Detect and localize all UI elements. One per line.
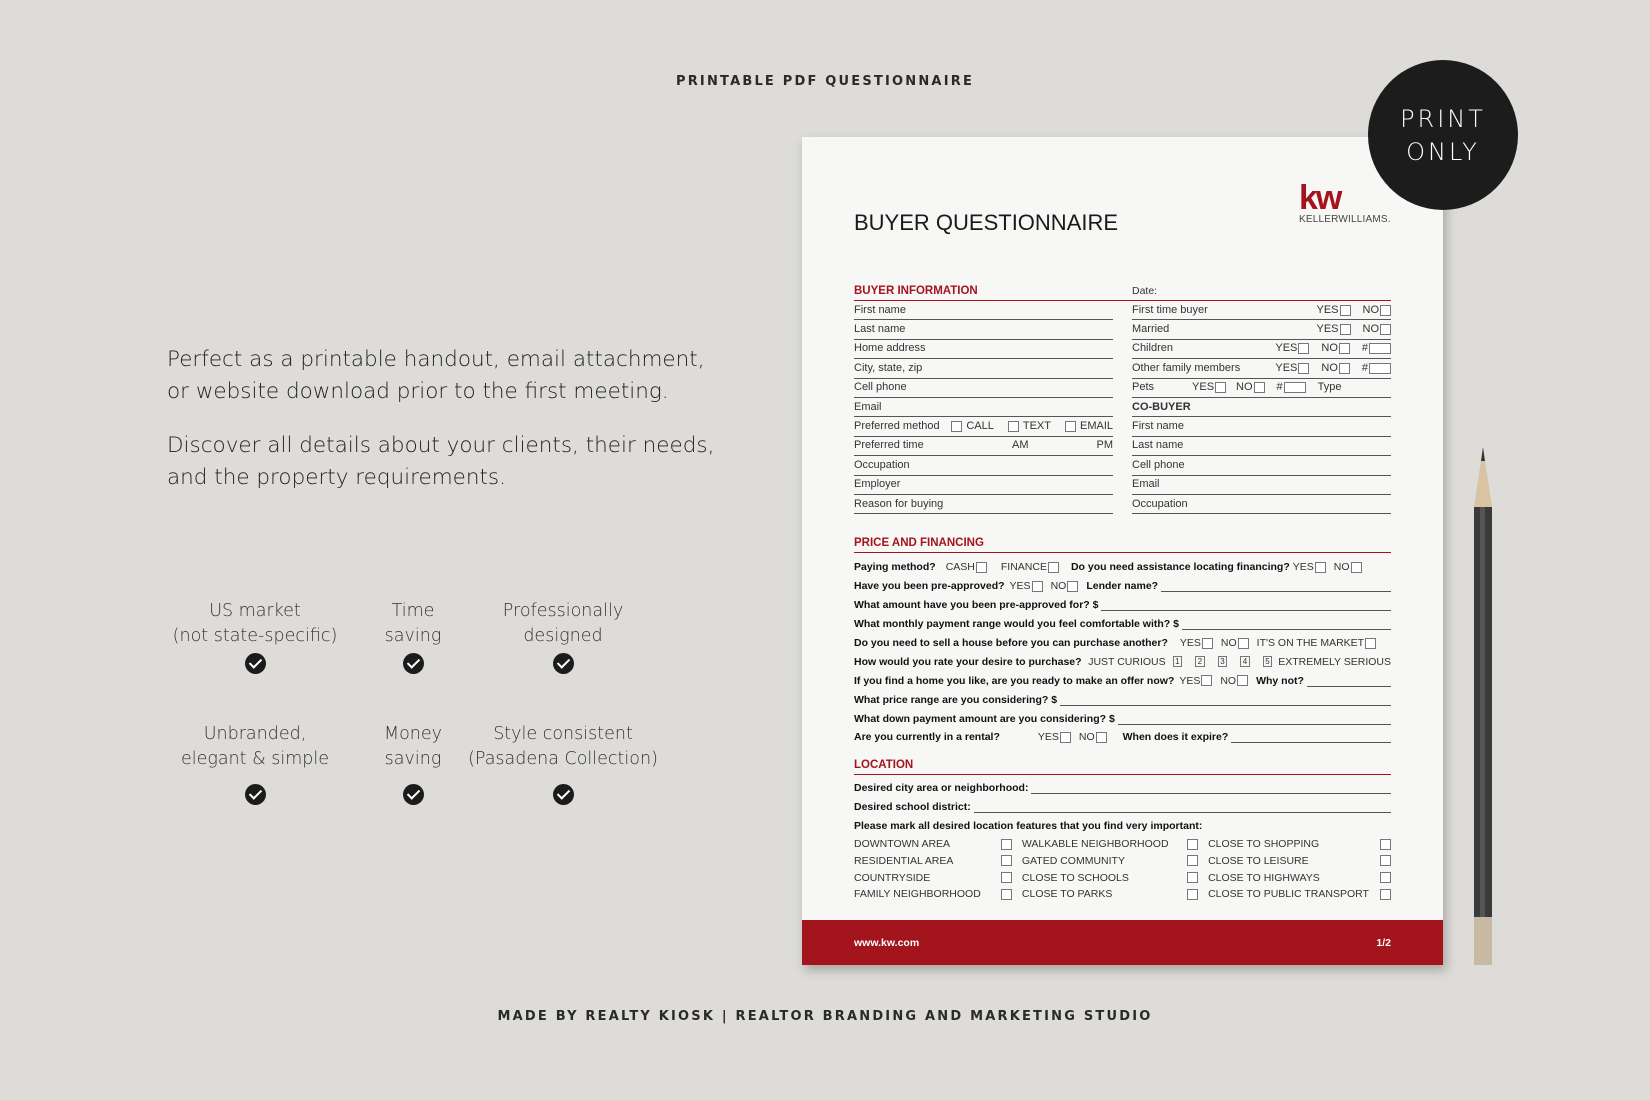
check-icon — [245, 784, 266, 805]
checkbox[interactable] — [1365, 638, 1376, 649]
location-option[interactable] — [1022, 888, 1198, 900]
question-row — [854, 779, 1391, 798]
yes-label: YES — [1275, 361, 1298, 374]
buyer-field-row — [854, 301, 1113, 320]
page-title: BUYER QUESTIONNAIRE — [854, 210, 1119, 235]
option-label: GATED COMMUNITY — [1021, 854, 1125, 867]
checkbox[interactable] — [1008, 421, 1019, 432]
yes-label: YES — [1179, 637, 1201, 649]
question-row — [854, 596, 1391, 615]
count-label: # — [1361, 361, 1368, 374]
option-label: IT'S ON THE MARKET — [1256, 637, 1365, 649]
option-label: FINANCE — [1000, 561, 1047, 574]
feature-line-2: saving — [384, 626, 442, 646]
date-label: Date: — [1132, 285, 1158, 297]
location-option[interactable] — [1208, 872, 1391, 884]
question-row — [854, 652, 1391, 671]
field-label: First time buyer — [1132, 303, 1208, 316]
cobuyer-field-row — [1132, 417, 1391, 436]
cobuyer-field-row — [1132, 476, 1391, 495]
option-label: CASH — [945, 561, 975, 574]
answer-line[interactable] — [1118, 713, 1391, 725]
checkbox[interactable] — [1340, 324, 1351, 335]
location-section — [854, 755, 1391, 903]
field-label: Last name — [1132, 439, 1184, 452]
question-text: Do you need assistance locating financing? — [1070, 561, 1290, 574]
no-label: NO — [1321, 361, 1338, 374]
badge-line: ONLY — [1406, 138, 1480, 166]
feature-line-1: Professionally — [502, 601, 624, 621]
page-number: 1/2 — [1376, 936, 1391, 949]
field-label: First name — [1132, 420, 1184, 433]
buyer-field-row — [854, 456, 1113, 475]
buyer-field-row — [1132, 301, 1391, 320]
section-heading — [854, 281, 1391, 301]
logo-name: KELLERWILLIAMS. — [1299, 214, 1391, 225]
option-label: CLOSE TO SHOPPING — [1208, 838, 1320, 851]
question-text: Desired city area or neighborhood: — [854, 782, 1029, 795]
checkbox[interactable] — [1237, 675, 1248, 686]
option-label: JUST CURIOUS — [1088, 655, 1166, 668]
field-label: Last name — [854, 323, 906, 336]
cobuyer-heading-text: CO-BUYER — [1132, 400, 1191, 413]
field-label: Occupation — [1132, 497, 1188, 510]
no-label: NO — [1050, 580, 1067, 593]
answer-line[interactable] — [1101, 599, 1391, 611]
lead-line: or website download prior to the first meeting. — [167, 379, 669, 404]
price-financing-section — [854, 533, 1391, 747]
checkbox[interactable] — [1187, 872, 1198, 883]
checkbox[interactable] — [1380, 889, 1391, 900]
buyer-right-column — [1132, 301, 1391, 514]
checkbox[interactable] — [1339, 343, 1350, 354]
yes-label: YES — [1316, 303, 1339, 316]
question-text: Please mark all desired location features that you find very important: — [854, 820, 1203, 833]
option-label: CLOSE TO PARKS — [1021, 888, 1113, 901]
yes-label: YES — [1275, 342, 1298, 355]
field-label: Married — [1132, 323, 1170, 336]
checkbox[interactable] — [1238, 638, 1249, 649]
checkbox[interactable] — [1001, 872, 1012, 883]
checkbox[interactable] — [1032, 581, 1043, 592]
feature-line-2: elegant & simple — [180, 749, 330, 769]
location-option[interactable] — [1022, 855, 1198, 867]
location-option[interactable] — [854, 872, 1012, 884]
checkbox[interactable] — [1369, 363, 1391, 374]
option-label: CALL — [966, 420, 994, 433]
feature-line-1: Style consistent — [493, 724, 633, 744]
buyer-field-row — [1132, 340, 1391, 359]
feature-row — [854, 869, 1391, 886]
checkbox[interactable] — [1001, 855, 1012, 866]
rating-option[interactable]: 5 — [1263, 656, 1273, 667]
question-row — [854, 728, 1391, 747]
question-row — [854, 577, 1391, 596]
field-label: City, state, zip — [854, 361, 923, 374]
yes-label: YES — [1192, 381, 1215, 394]
answer-line[interactable] — [1161, 580, 1391, 592]
no-label: NO — [1078, 731, 1095, 744]
field-label: Preferred time — [854, 439, 924, 452]
feature-label — [463, 599, 663, 649]
question-text: What down payment amount are you considering? $ — [854, 712, 1115, 725]
question-text: What amount have you been pre-approved for? $ — [854, 599, 1099, 612]
feature-label — [463, 722, 663, 772]
checkbox[interactable] — [1065, 421, 1076, 432]
yes-label: YES — [1316, 323, 1339, 336]
cobuyer-heading — [1132, 398, 1391, 417]
check-icon — [403, 784, 424, 805]
check-icon — [403, 653, 424, 674]
location-option[interactable] — [854, 838, 1012, 850]
option-label: CLOSE TO HIGHWAYS — [1208, 871, 1320, 884]
cobuyer-field-row — [1132, 495, 1391, 514]
question-text: What monthly payment range would you feel comfortable with? $ — [854, 618, 1179, 631]
option-label: TEXT — [1022, 420, 1051, 433]
footer-caption: MADE BY REALTY KIOSK | REALTOR BRANDING AND MARKETING STUDIO — [497, 1009, 1153, 1024]
question-text: What price range are you considering? $ — [854, 693, 1058, 706]
checkbox[interactable] — [1380, 305, 1391, 316]
question-text: Do you need to sell a house before you can purchase another? — [854, 637, 1168, 649]
no-label: NO — [1220, 637, 1237, 649]
field-label: Employer — [854, 478, 901, 491]
check-icon — [553, 784, 574, 805]
field-label: Cell phone — [854, 381, 907, 394]
field-label: Email — [1132, 478, 1160, 491]
option-label: CLOSE TO PUBLIC TRANSPORT — [1208, 888, 1369, 901]
checkbox[interactable] — [1202, 638, 1213, 649]
checkbox[interactable] — [1187, 839, 1198, 850]
feature-row — [854, 886, 1391, 903]
lead-paragraph-1 — [167, 344, 727, 408]
option-label: AM — [1012, 439, 1029, 452]
buyer-field-row — [854, 495, 1113, 514]
feature-line-2: (Pasadena Collection) — [468, 749, 658, 769]
answer-line[interactable] — [1307, 675, 1391, 687]
question-text: Desired school district: — [854, 801, 971, 814]
answer-line[interactable] — [1182, 618, 1391, 630]
feature-line-1: Money — [383, 724, 443, 744]
checkbox[interactable] — [1351, 562, 1362, 573]
website-link[interactable]: www.kw.com — [854, 936, 920, 949]
field-label: Cell phone — [1132, 458, 1185, 471]
buyer-field-row — [854, 320, 1113, 339]
feature-line-2: designed — [523, 626, 603, 646]
feature-line-2: (not state-specific) — [172, 626, 338, 646]
no-label: NO — [1220, 674, 1237, 687]
buyer-field-row — [854, 340, 1113, 359]
buyer-field-row — [1132, 320, 1391, 339]
section-heading: PRICE AND FINANCING — [854, 533, 1391, 553]
location-option[interactable] — [1022, 872, 1198, 884]
yes-label: YES — [1179, 674, 1201, 687]
question-text: Are you currently in a rental? — [854, 731, 1000, 744]
location-option[interactable] — [1022, 838, 1198, 850]
option-label: CLOSE TO SCHOOLS — [1021, 871, 1129, 884]
print-only-badge — [1368, 60, 1518, 210]
cobuyer-field-row — [1132, 456, 1391, 475]
buyer-information-section — [854, 281, 1391, 514]
checkbox[interactable] — [1096, 732, 1107, 743]
checkbox[interactable] — [1380, 324, 1391, 335]
buyer-field-row — [854, 417, 1113, 436]
option-label: DOWNTOWN AREA — [854, 838, 951, 851]
checkbox[interactable] — [1339, 363, 1350, 374]
checkbox[interactable] — [1187, 855, 1198, 866]
checkbox[interactable] — [1380, 839, 1391, 850]
buyer-field-row — [854, 359, 1113, 378]
feature-line-2: saving — [384, 749, 442, 769]
checkbox[interactable] — [1187, 889, 1198, 900]
rating-option[interactable]: 1 — [1173, 656, 1183, 667]
field-label: Pets — [1132, 381, 1155, 394]
question-row — [854, 615, 1391, 634]
checkbox[interactable] — [1380, 855, 1391, 866]
feature-line-1: Unbranded, — [203, 724, 307, 744]
yes-label: YES — [1292, 561, 1314, 574]
checkbox[interactable] — [1001, 839, 1012, 850]
question-row — [854, 671, 1391, 690]
lead-paragraph-2 — [167, 430, 727, 494]
kw-logo — [1299, 179, 1399, 225]
rating-option[interactable]: 3 — [1218, 656, 1228, 667]
option-label: CLOSE TO LEISURE — [1208, 854, 1309, 867]
no-label: NO — [1362, 303, 1379, 316]
badge-line: PRINT — [1400, 105, 1486, 133]
option-label: EMAIL — [1079, 420, 1113, 433]
no-label: NO — [1333, 561, 1350, 574]
location-option[interactable] — [854, 855, 1012, 867]
question-text: Have you been pre-approved? — [854, 580, 1005, 593]
buyer-field-row — [854, 379, 1113, 398]
heading-text: BUYER INFORMATION — [854, 285, 978, 297]
count-label: # — [1361, 342, 1368, 355]
checkbox[interactable] — [1340, 305, 1351, 316]
question-text: When does it expire? — [1122, 731, 1229, 744]
question-row — [854, 634, 1391, 653]
location-option[interactable] — [1208, 888, 1391, 900]
checkbox[interactable] — [1315, 562, 1326, 573]
no-label: NO — [1321, 342, 1338, 355]
checkbox[interactable] — [1284, 382, 1306, 393]
buyer-field-row — [1132, 359, 1391, 378]
rating-option[interactable]: 4 — [1240, 656, 1250, 667]
buyer-field-row — [854, 398, 1113, 417]
answer-line[interactable] — [974, 801, 1391, 813]
field-label: First name — [854, 303, 906, 316]
field-label: Occupation — [854, 458, 910, 471]
checkbox[interactable] — [1298, 363, 1309, 374]
questionnaire-page — [802, 137, 1443, 965]
question-text: Paying method? — [854, 561, 936, 574]
lead-line: Perfect as a printable handout, email attachment, — [167, 347, 705, 372]
count-label: # — [1276, 381, 1283, 394]
rating-option[interactable]: 2 — [1195, 656, 1205, 667]
field-label: Preferred method — [854, 420, 940, 433]
feature-row — [854, 852, 1391, 869]
check-icon — [553, 653, 574, 674]
checkbox[interactable] — [1060, 732, 1071, 743]
question-text: Lender name? — [1086, 580, 1159, 593]
type-label: Type — [1317, 381, 1342, 394]
checkbox[interactable] — [1254, 382, 1265, 393]
answer-line[interactable] — [1231, 731, 1391, 743]
question-row — [854, 798, 1391, 817]
field-label: Reason for buying — [854, 497, 944, 510]
checkbox[interactable] — [1201, 675, 1212, 686]
cobuyer-field-row — [1132, 437, 1391, 456]
option-label: EXTREMELY SERIOUS — [1278, 655, 1392, 668]
page-footer — [802, 920, 1443, 965]
option-label: COUNTRYSIDE — [854, 871, 931, 884]
feature-line-1: Time — [391, 601, 435, 621]
answer-line[interactable] — [1031, 782, 1391, 794]
field-label: Home address — [854, 342, 926, 355]
lead-line: and the property requirements. — [167, 465, 506, 490]
section-heading: LOCATION — [854, 755, 1391, 775]
buyer-field-row — [854, 437, 1113, 456]
pencil-icon — [1474, 447, 1492, 965]
checkbox[interactable] — [1067, 581, 1078, 592]
field-label: Other family members — [1132, 361, 1241, 374]
option-label: FAMILY NEIGHBORHOOD — [854, 888, 981, 901]
option-label: WALKABLE NEIGHBORHOOD — [1021, 838, 1169, 851]
field-label: Email — [854, 400, 882, 413]
yes-label: YES — [1009, 580, 1031, 593]
question-row — [854, 558, 1391, 577]
buyer-left-column — [854, 301, 1113, 514]
buyer-field-row — [854, 476, 1113, 495]
question-text: Why not? — [1256, 674, 1304, 687]
checkbox[interactable] — [1048, 562, 1059, 573]
no-label: NO — [1236, 381, 1253, 394]
question-row — [854, 709, 1391, 728]
yes-label: YES — [1037, 731, 1059, 744]
checkbox[interactable] — [1215, 382, 1226, 393]
field-label: Children — [1132, 342, 1173, 355]
location-option[interactable] — [1208, 855, 1391, 867]
checkbox[interactable] — [1380, 872, 1391, 883]
checkbox[interactable] — [976, 562, 987, 573]
question-text: How would you rate your desire to purchase? — [854, 655, 1082, 668]
feature-line-1: US market — [209, 601, 301, 621]
checkbox[interactable] — [1298, 343, 1309, 354]
checkbox[interactable] — [1001, 889, 1012, 900]
checkbox[interactable] — [1369, 343, 1391, 354]
header-caption: PRINTABLE PDF QUESTIONNAIRE — [675, 74, 975, 89]
question-row — [854, 817, 1391, 836]
location-option[interactable] — [854, 888, 1012, 900]
buyer-field-row — [1132, 379, 1391, 398]
option-label: PM — [1096, 439, 1113, 452]
checkbox[interactable] — [951, 421, 962, 432]
feature-row — [854, 836, 1391, 853]
question-row — [854, 690, 1391, 709]
lead-line: Discover all details about your clients, their needs, — [167, 433, 715, 458]
option-label: RESIDENTIAL AREA — [854, 854, 954, 867]
check-icon — [245, 653, 266, 674]
answer-line[interactable] — [1060, 694, 1391, 706]
no-label: NO — [1362, 323, 1379, 336]
logo-mark: kw — [1299, 179, 1341, 217]
question-text: If you find a home you like, are you ready to make an offer now? — [854, 674, 1175, 687]
location-option[interactable] — [1208, 838, 1391, 850]
